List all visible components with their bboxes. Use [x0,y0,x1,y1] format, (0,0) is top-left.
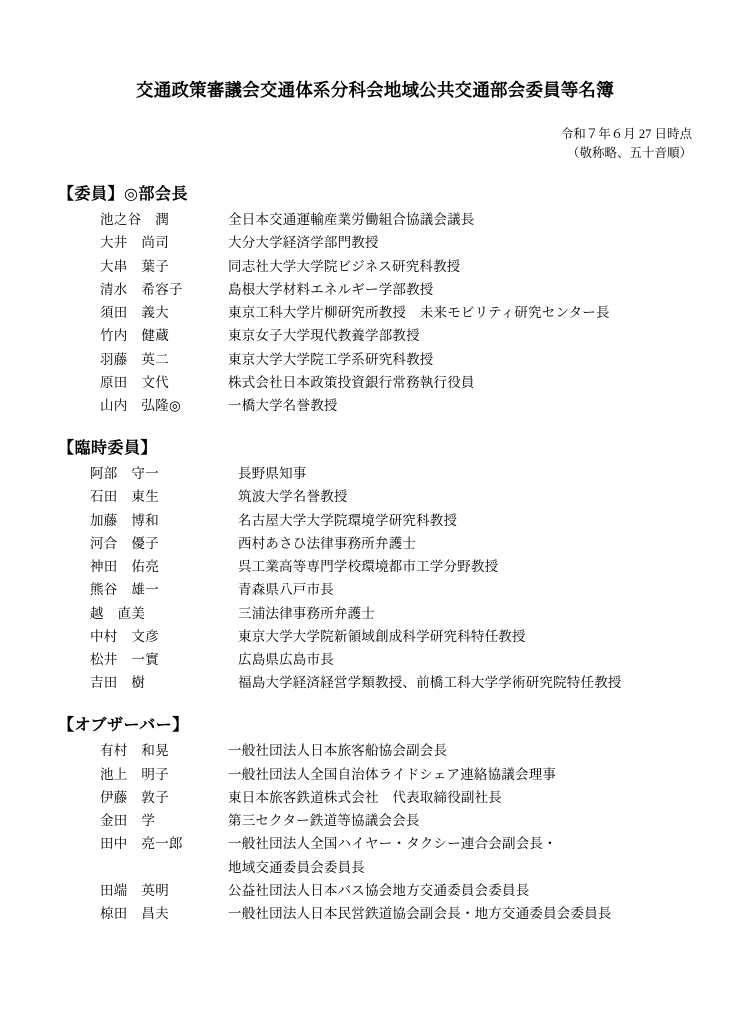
member-name: 石田 東生 [90,489,159,505]
member-affiliation: 西村あさひ法律事務所弁護士 [238,535,417,551]
member-affiliation: 一般社団法人全国自治体ライドシェア連絡協議会理事 [228,766,557,782]
list-item [44,809,706,832]
member-name: 阿部 守一 [90,466,159,482]
list-item [44,739,706,762]
list-item [44,231,706,254]
list-item [44,324,706,347]
member-affiliation: 呉工業高等専門学校環境都市工学分野教授 [238,559,499,575]
member-affiliation: 同志社大学大学院ビジネス研究科教授 [228,258,461,274]
member-name: 清水 希容子 [100,281,183,297]
list-item [44,532,706,555]
list-item [44,485,706,508]
member-name: 熊谷 雄一 [90,582,159,598]
member-name: 須田 義大 [100,305,169,321]
section-heading: 【オブザーバー】 [58,717,189,735]
member-affiliation: 長野県知事 [238,466,307,482]
member-affiliation: 筑波大学名誉教授 [238,489,348,505]
member-name: 大串 葉子 [100,258,169,274]
member-name: 椋田 昌夫 [100,905,169,921]
list-item [44,208,706,231]
list-item [44,462,706,485]
member-affiliation: 全日本交通運輸産業労働組合協議会議長 [228,212,475,228]
member-name: 池上 明子 [100,766,169,782]
member-affiliation: 青森県八戸市長 [238,582,334,598]
member-name: 松井 一實 [90,651,159,667]
member-name: 越 直美 [90,605,146,621]
list-item [44,832,706,855]
list-item [44,879,706,902]
member-name: 大井 尚司 [100,235,169,251]
member-affiliation: 三浦法律事務所弁護士 [238,605,375,621]
member-name: 池之谷 潤 [100,212,169,228]
list-item [44,555,706,578]
member-name: 神田 佑亮 [90,559,159,575]
member-affiliation: 東京大学大学院工学系研究科教授 [228,351,434,367]
section-observers [44,712,706,925]
honorific-note: （敬称略、五十音順） [566,145,692,160]
list-item [44,625,706,648]
member-affiliation: 株式会社日本政策投資銀行常務執行役員 [228,374,475,390]
list-item [44,671,706,694]
member-list [44,462,706,694]
member-name: 原田 文代 [100,374,169,390]
list-item [44,648,706,671]
member-affiliation: 島根大学材料エネルギー学部教授 [228,281,434,297]
list-item [44,278,706,301]
section-heading: 【臨時委員】 [58,440,158,458]
list-item [44,578,706,601]
section-heading: 【委員】◎部会長 [58,186,188,204]
list-item [44,763,706,786]
member-name: 田端 英明 [100,882,169,898]
member-name: 竹内 健蔵 [100,328,169,344]
member-name: 吉田 樹 [90,675,146,691]
list-item [44,348,706,371]
section-temporary-members [44,435,706,694]
list-item [44,301,706,324]
member-affiliation: 一般社団法人全国ハイヤー・タクシー連合会副会長・ [228,836,557,852]
list-item [44,255,706,278]
list-item [44,394,706,417]
member-affiliation: 東日本旅客鉄道株式会社 代表取締役副社長 [228,789,502,805]
member-affiliation: 名古屋大学大学院環境学研究科教授 [238,512,458,528]
member-affiliation: 一般社団法人日本民営鉄道協会副会長・地方交通委員会委員長 [228,905,612,921]
member-list [44,208,706,417]
date-note: 令和７年６月 27 日時点 [560,126,692,141]
member-name: 加藤 博和 [90,512,159,528]
list-item [44,786,706,809]
list-item [44,602,706,625]
member-affiliation: 公益社団法人日本バス協会地方交通委員会委員長 [228,882,530,898]
member-affiliation: 東京工科大学片柳研究所教授 未来モビリティ研究センター長 [228,305,610,321]
date-block [44,125,706,164]
list-item [44,902,706,925]
member-name: 河合 優子 [90,535,159,551]
member-affiliation: 東京大学大学院新領域創成科学研究科特任教授 [238,628,526,644]
section-committee [44,181,706,417]
member-list [44,739,706,925]
member-affiliation: 一般社団法人日本旅客船協会副会長 [228,743,448,759]
member-name: 中村 文彦 [90,628,159,644]
member-affiliation: 第三セクター鉄道等協議会会長 [228,813,420,829]
member-affiliation: 一橋大学名誉教授 [228,398,338,413]
list-item [44,371,706,394]
member-name: 田中 亮一郎 [100,836,183,852]
member-name: 山内 弘隆◎ [100,398,182,413]
member-name: 羽藤 英二 [100,351,169,367]
member-name: 金田 学 [100,813,156,829]
member-affiliation: 大分大学経済学部門教授 [228,235,379,251]
member-affiliation-continued: 地域交通委員会委員長 [228,859,365,875]
list-item [44,509,706,532]
member-affiliation: 福島大学経済経営学類教授、前橋工科大学学術研究院特任教授 [238,675,622,691]
page-title: 交通政策審議会交通体系分科会地域公共交通部会委員等名簿 [136,80,614,100]
member-affiliation: 広島県広島市長 [238,651,334,667]
member-name: 伊藤 敦子 [100,789,169,805]
member-affiliation: 東京女子大学現代教養学部教授 [228,328,420,344]
member-name: 有村 和晃 [100,743,169,759]
